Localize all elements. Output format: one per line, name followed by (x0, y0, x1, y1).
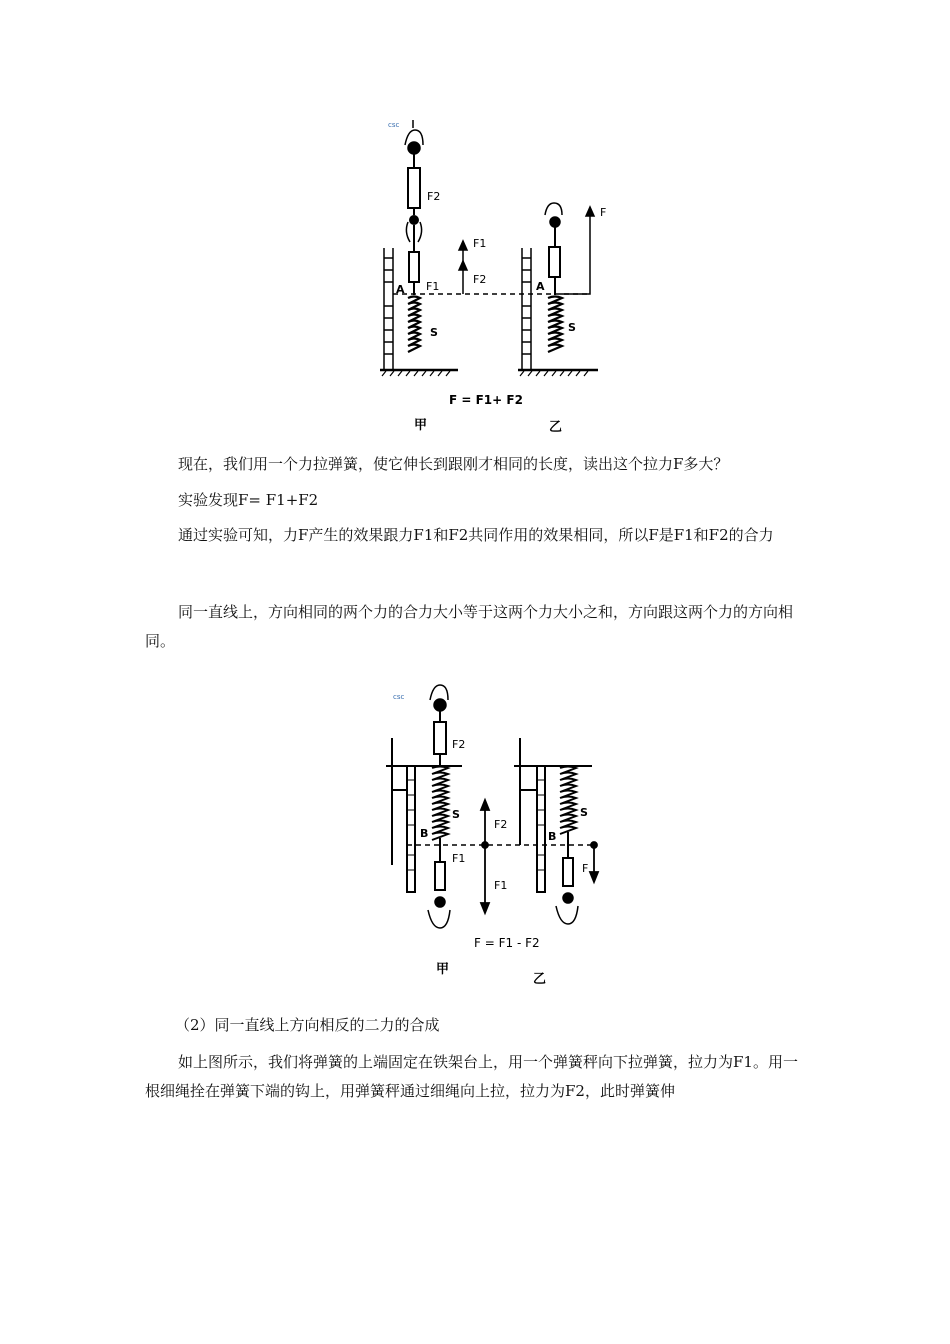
watermark: csc (393, 693, 405, 701)
arrow-f2-f1 (481, 800, 489, 913)
paragraph-1: 现在，我们用一个力拉弹簧，使它伸长到跟刚才相同的长度，读出这个拉力F多大？ (178, 455, 729, 473)
figure-2-opposite-direction (380, 680, 620, 990)
label-s-left: S (430, 326, 438, 339)
paragraph-3: 通过实验可知，力F产生的效果跟力F1和F2共同作用的效果相同，所以F是F1和F2的合力 (178, 526, 774, 544)
label-f1-left: F1 (426, 280, 440, 293)
caption-left: 甲 (436, 962, 450, 977)
spring-scale-lower (409, 252, 419, 282)
hand-icon (428, 897, 450, 928)
spring-left (408, 297, 420, 353)
label-s-right: S (568, 321, 576, 334)
equation: F = F1+ F2 (449, 393, 523, 407)
label-f1-arrow: F1 (473, 237, 487, 250)
spring-right (548, 297, 562, 353)
label-b-left: B (420, 827, 429, 840)
label-f2: F2 (427, 190, 441, 203)
hand-icon (545, 203, 562, 227)
arrow-f (560, 207, 594, 294)
label-s-left: S (452, 808, 460, 821)
hand-icon (430, 685, 448, 711)
caption-right: 乙 (549, 420, 563, 435)
spring-scale-right (563, 858, 573, 886)
watermark: csc (388, 121, 400, 129)
caption-left: 甲 (414, 418, 428, 433)
label-a-left: A (396, 283, 405, 296)
ruler-left (384, 248, 393, 370)
stand-left (386, 738, 462, 892)
label-f2-top: F2 (452, 738, 466, 751)
spring-scale-right (549, 247, 560, 277)
arrow-f1-f2 (459, 241, 467, 294)
spring-right (560, 767, 576, 835)
spring-scale-bottom (435, 862, 445, 890)
spring-scale-upper (408, 168, 420, 208)
label-f1-arrow: F1 (494, 879, 508, 892)
label-f2-arrow: F2 (473, 273, 487, 286)
label-s-right: S (580, 806, 588, 819)
hand-icon (556, 893, 578, 924)
label-f1-left: F1 (452, 852, 466, 865)
caption-right: 乙 (533, 972, 547, 987)
paragraph-2: 实验发现F= F1+F2 (178, 491, 319, 509)
spring-scale-top (434, 722, 446, 754)
arrow-f (590, 842, 598, 882)
label-f-right: F (600, 206, 607, 219)
paragraph-4: 同一直线上，方向相同的两个力的合力大小等于这两个力大小之和，方向跟这两个力的方向相同。 (145, 603, 794, 650)
equation: F = F1 - F2 (474, 936, 540, 950)
hand-icon (405, 120, 423, 154)
ruler-right (522, 248, 531, 370)
spring-left (432, 767, 448, 841)
label-f2-arrow: F2 (494, 818, 508, 831)
figure-1-same-direction (375, 110, 615, 440)
label-b-right: B (548, 830, 557, 843)
label-f-right: F (582, 862, 589, 875)
section-heading: （2）同一直线上方向相反的二力的合成 (175, 1016, 440, 1034)
paragraph-5: 如上图所示，我们将弹簧的上端固定在铁架台上，用一个弹簧秤向下拉弹簧，拉力为F1。用一根细绳拴在弹簧下端的钩上，用弹簧秤通过细绳向上拉，拉力为F2，此时弹簧伸 (145, 1053, 798, 1100)
label-a-right: A (536, 280, 545, 293)
